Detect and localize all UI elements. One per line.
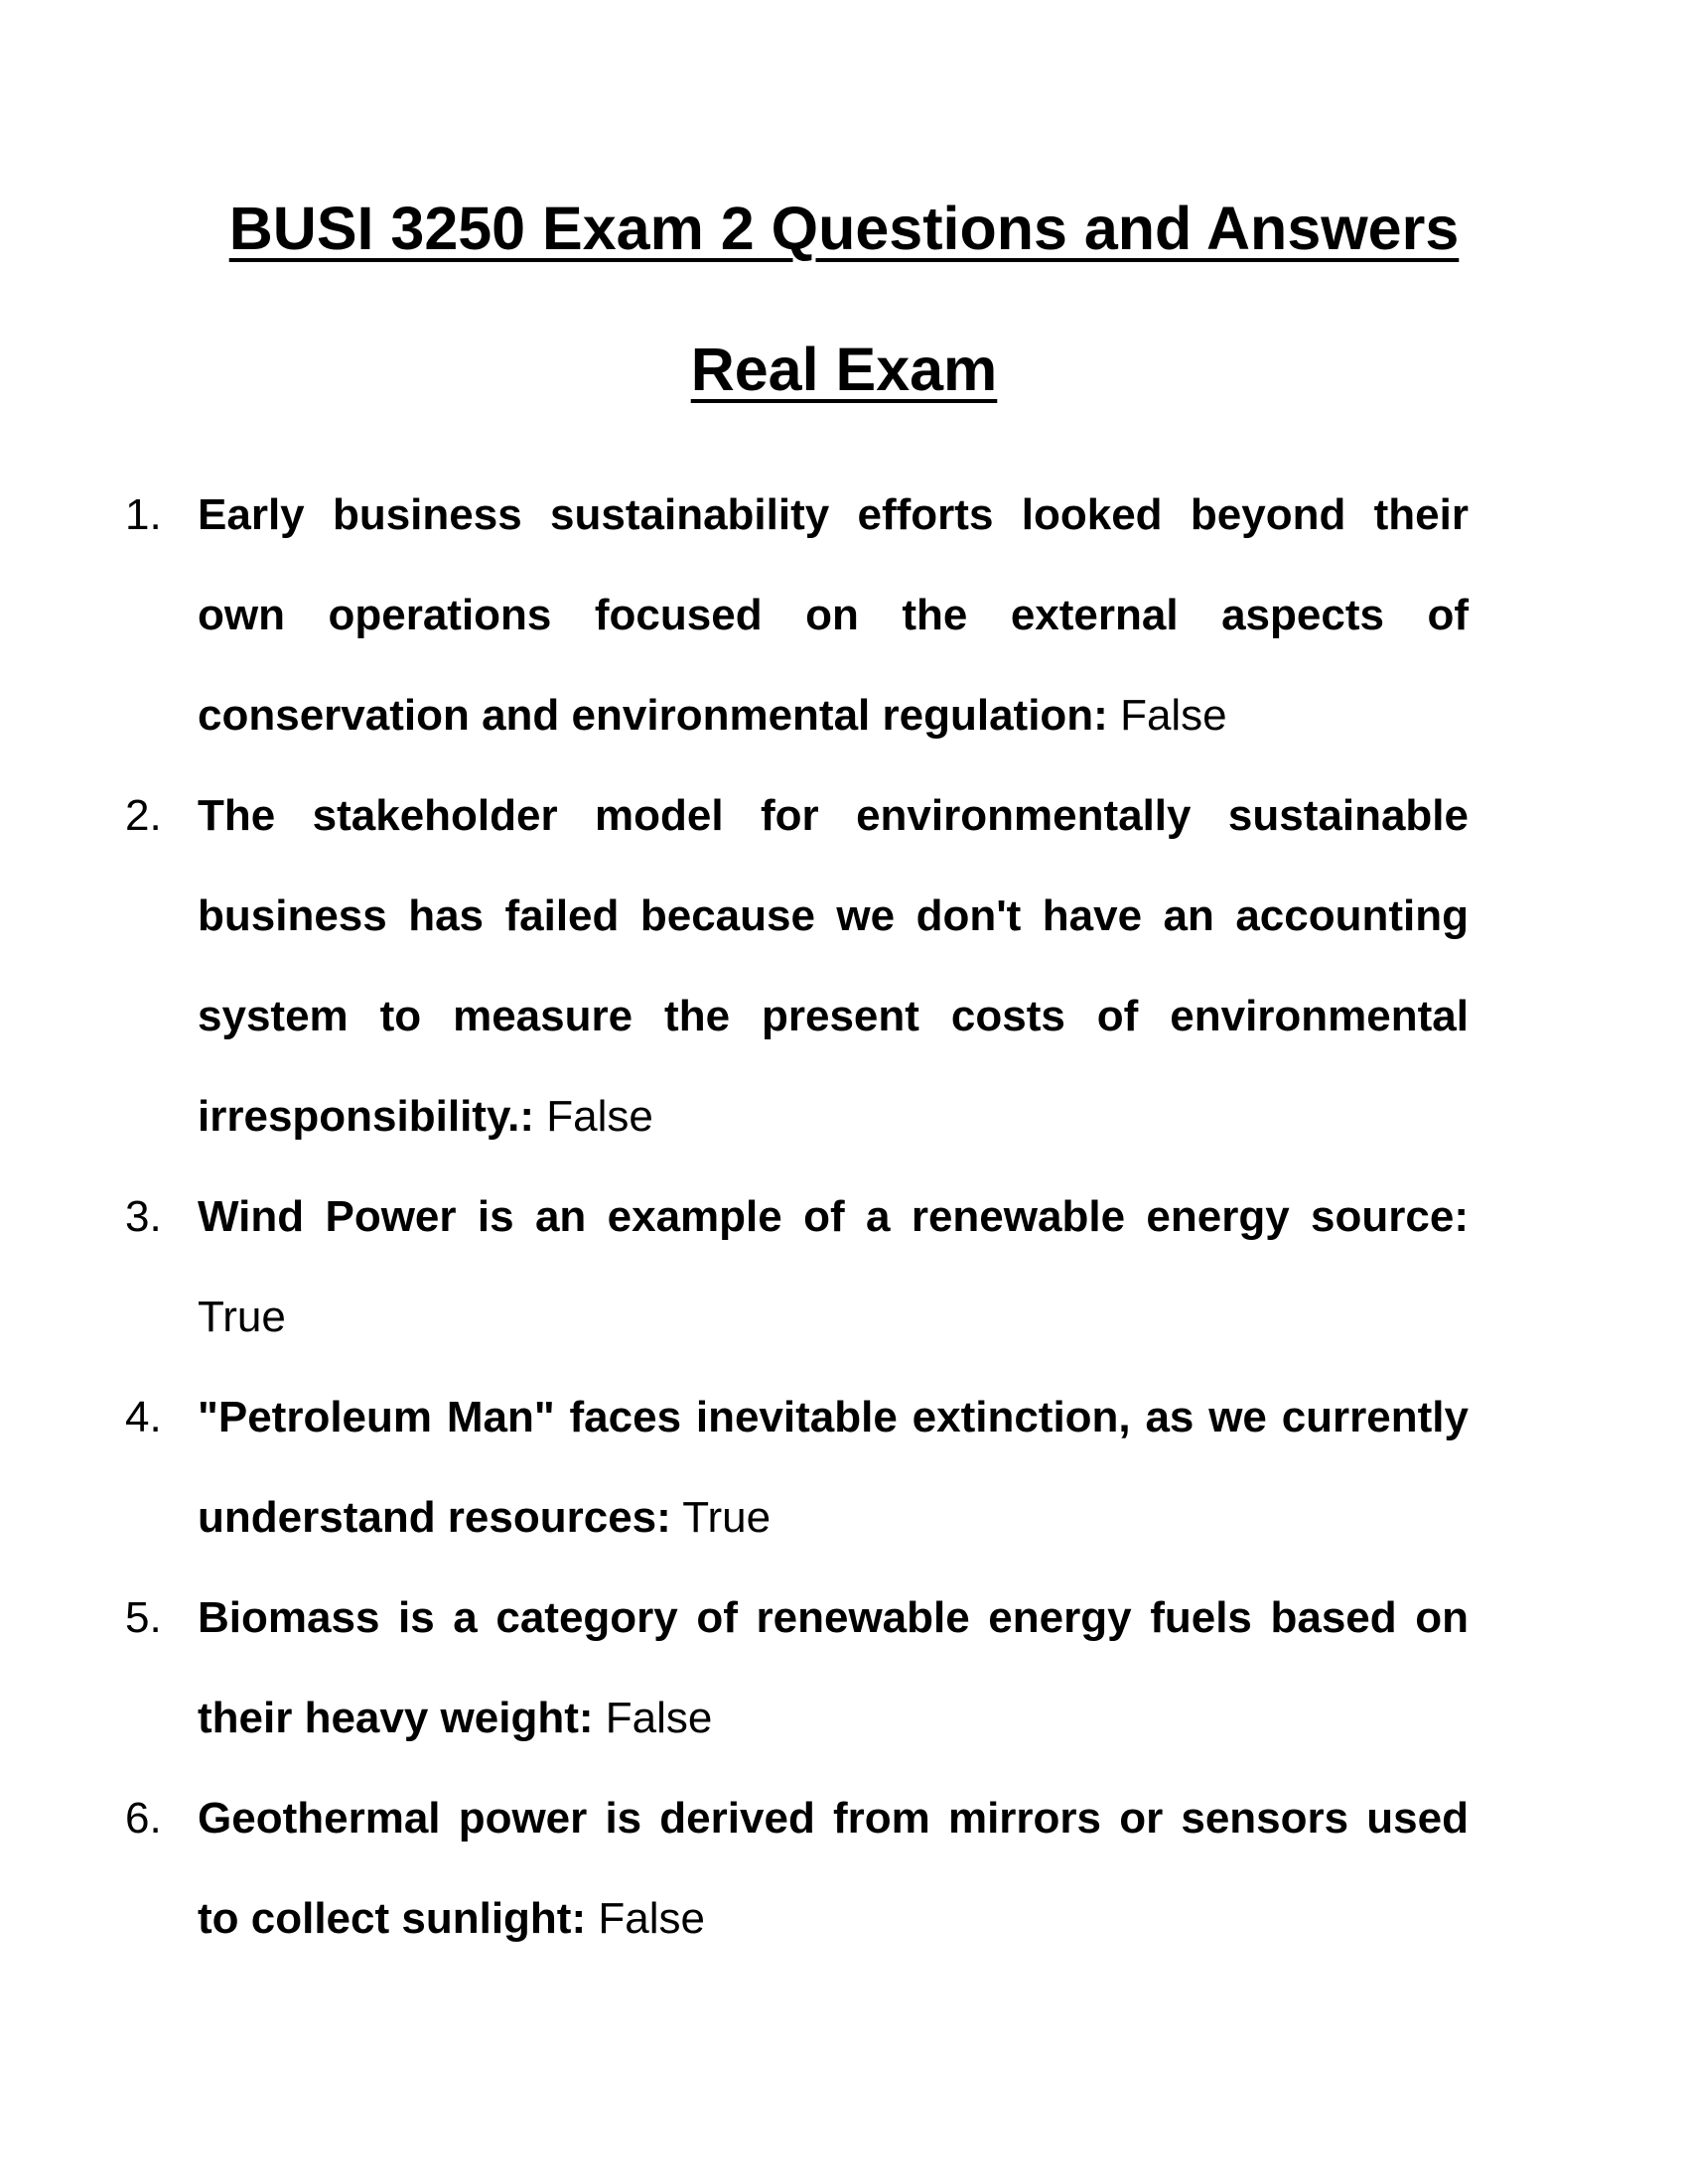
question-number: 2. [125,791,162,840]
question-number: 6. [125,1794,162,1843]
question-number: 5. [125,1593,162,1642]
question-text: "Petroleum Man" faces inevitable extinction, as we currently understand resources: [198,1393,1469,1542]
question-body [198,1568,1469,1768]
answer-text: False [605,1694,713,1742]
question-body [198,1367,1469,1568]
answer-text: True [682,1493,772,1542]
question-number: 3. [125,1192,162,1241]
answer-text: False [546,1092,653,1141]
answer-text: False [598,1894,705,1943]
answer-text: False [1120,691,1227,740]
question-text: The stakeholder model for environmentally sustainable business has failed because we don't have an accounting system to measure the present costs of environmental irresponsibility.: [198,791,1469,1141]
answer-text: True [198,1293,286,1341]
question-body [198,1768,1469,1969]
document-title: BUSI 3250 Exam 2 Questions and Answers [228,195,1460,262]
list-item [125,1166,1469,1367]
document-subtitle: Real Exam [690,336,998,403]
question-text: Early business sustainability efforts looked beyond their own operations focused on the external aspects of conservation and environmental regulation: [198,490,1469,740]
list-item [125,765,1469,1166]
question-number: 4. [125,1393,162,1441]
question-number: 1. [125,490,162,539]
question-list [125,465,1469,1969]
list-item [125,1568,1469,1768]
list-item [125,1768,1469,1969]
question-body [198,1166,1469,1367]
question-body [198,765,1469,1166]
question-text: Geothermal power is derived from mirrors or sensors used to collect sunlight: [198,1794,1469,1943]
list-item [125,1367,1469,1568]
list-item [125,465,1469,765]
question-text: Biomass is a category of renewable energy fuels based on their heavy weight: [198,1593,1469,1742]
question-text: Wind Power is an example of a renewable energy source: [198,1192,1469,1241]
question-body [198,465,1469,765]
